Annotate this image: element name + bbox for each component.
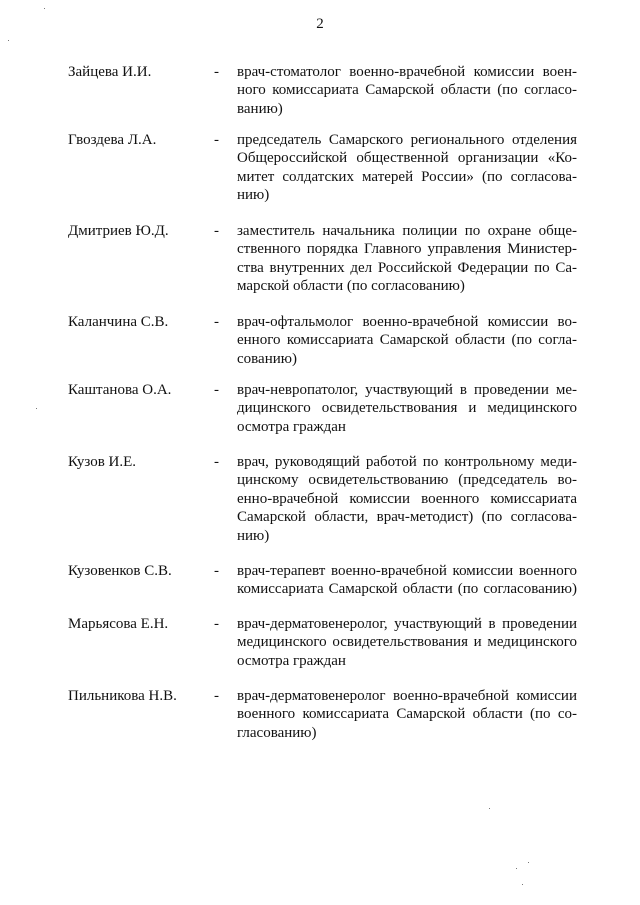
role-line: ственного порядка Главного управления Министер- (237, 241, 577, 258)
role-line: марской области (по согласованию) (237, 278, 465, 295)
role-line: военного комиссариата Самарской области (по со- (237, 706, 577, 723)
role-line: врач, руководящий работой по контрольному меди- (237, 454, 577, 470)
role-line: осмотра граждан (237, 418, 346, 435)
role-line: енного комиссариата Самарской области (по согла- (237, 332, 577, 349)
member-role (237, 131, 577, 205)
separator-dash: - (214, 132, 219, 148)
separator-dash: - (214, 223, 219, 239)
scan-speck (489, 808, 490, 809)
role-line: митет солдатских матерей России» (по согласова- (237, 168, 577, 185)
member-role (237, 615, 577, 670)
role-line: Самарской области, врач-методист) (по согласова- (237, 509, 577, 526)
role-line: врач-терапевт военно-врачебной комиссии военного (237, 563, 577, 579)
member-name: Пильникова Н.В. (68, 688, 177, 704)
member-name: Кузов И.Е. (68, 454, 137, 470)
separator-dash: - (214, 454, 219, 470)
role-line: ства внутренних дел Российской Федерации по Са- (237, 259, 577, 276)
member-role (237, 562, 577, 599)
member-name: Кузовенков С.В. (68, 563, 172, 579)
member-name: Гвоздева Л.А. (68, 132, 157, 148)
role-line: нию) (237, 527, 270, 544)
role-line: осмотра граждан (237, 652, 346, 669)
member-role (237, 381, 577, 436)
member-name: Каланчина С.В. (68, 314, 169, 330)
separator-dash: - (214, 64, 219, 80)
separator-dash: - (214, 616, 219, 632)
member-role (237, 63, 577, 118)
member-name: Марьясова Е.Н. (68, 616, 169, 632)
member-name: Дмитриев Ю.Д. (68, 223, 169, 239)
scan-speck (36, 408, 37, 409)
role-line: енно-врачебной комиссии военного комиссариата (237, 490, 577, 507)
member-role (237, 453, 577, 545)
scan-speck (44, 8, 45, 9)
role-line: врач-дерматовенеролог военно-врачебной комиссии (237, 688, 577, 704)
separator-dash: - (214, 314, 219, 330)
scan-speck (8, 40, 9, 41)
member-name: Каштанова О.А. (68, 382, 172, 398)
role-line: врач-стоматолог военно-врачебной комиссии воен- (237, 64, 577, 80)
role-line: врач-дерматовенеролог, участвующий в проведении (237, 616, 577, 632)
role-line: гласованию) (237, 724, 317, 741)
role-line: комиссариата Самарской области (по согласованию) (237, 581, 577, 598)
scan-speck (522, 884, 523, 885)
role-line: ванию) (237, 100, 283, 117)
member-role (237, 687, 577, 742)
role-line: цинскому освидетельствованию (председатель во- (237, 472, 577, 489)
member-name: Зайцева И.И. (68, 64, 152, 80)
role-line: дицинского освидетельствования и медицинского (237, 400, 577, 417)
role-line: нию) (237, 187, 270, 204)
role-line: Общероссийской общественной организации «Ко- (237, 150, 577, 167)
role-line: медицинского освидетельствования и медицинского (237, 634, 577, 651)
role-line: врач-невропатолог, участвующий в проведении ме- (237, 382, 577, 398)
scan-speck (528, 862, 529, 863)
role-line: врач-офтальмолог военно-врачебной комиссии во- (237, 314, 577, 330)
separator-dash: - (214, 563, 219, 579)
separator-dash: - (214, 688, 219, 704)
member-role (237, 313, 577, 368)
role-line: сованию) (237, 350, 297, 367)
page-number: 2 (316, 16, 324, 32)
role-line: ного комиссариата Самарской области (по согласо- (237, 82, 577, 99)
separator-dash: - (214, 382, 219, 398)
member-role (237, 222, 577, 296)
role-line: председатель Самарского регионального отделения (237, 132, 577, 148)
scan-speck (516, 868, 517, 869)
role-line: заместитель начальника полиции по охране обще- (237, 223, 577, 239)
